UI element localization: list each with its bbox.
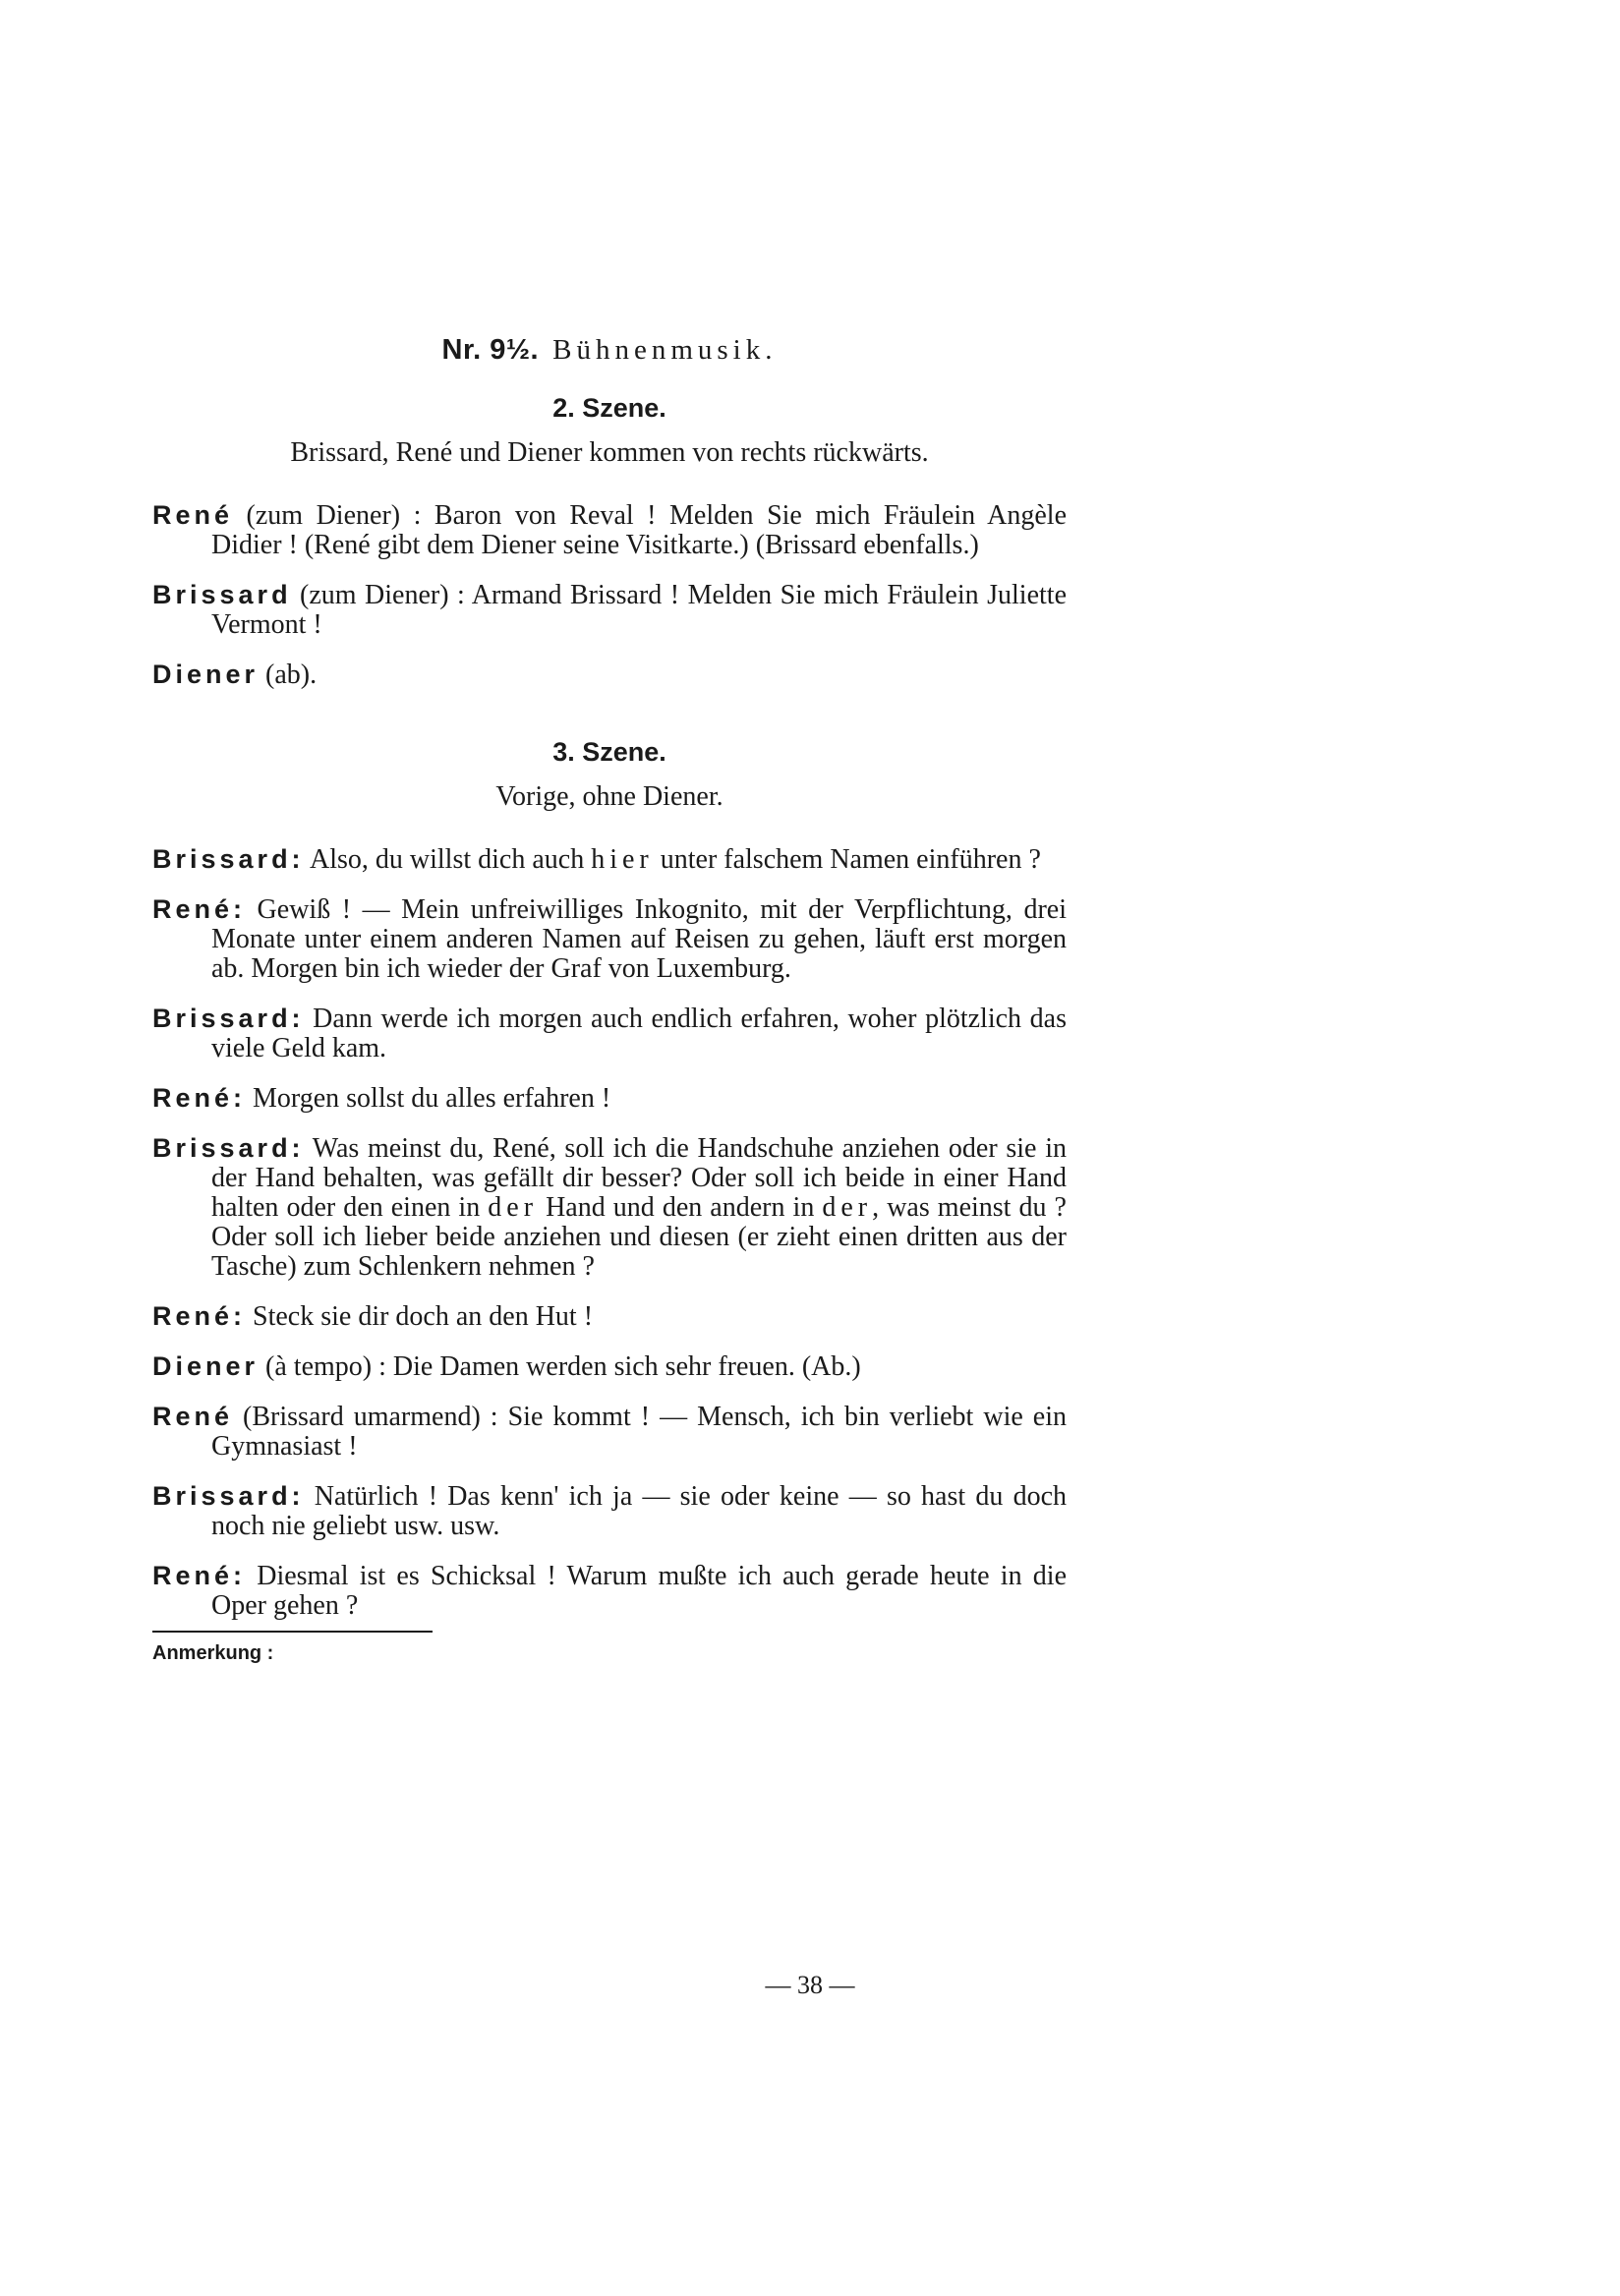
speaker-name: René: [152, 1301, 247, 1331]
speaker-name: René [152, 500, 234, 530]
emphasized-word: der [488, 1192, 539, 1223]
footnote-label: Anmerkung : [152, 1642, 274, 1664]
speech-text: Diesmal ist es Schicksal ! Warum mußte ich auch gerade heute in die Oper gehen ? [211, 1561, 1067, 1621]
speech-brissard-3 [152, 1004, 1067, 1063]
speech-brissard-2 [152, 844, 1067, 875]
speech-text: (à tempo) : Die Damen werden sich sehr freuen. (Ab.) [259, 1351, 861, 1382]
speech-rene-1 [152, 500, 1067, 560]
speech-diener-1 [152, 660, 1067, 690]
speech-text: Natürlich ! Das kenn' ich ja — sie oder keine — so hast du doch noch nie geliebt usw. usw. [211, 1481, 1067, 1541]
speaker-name: Brissard: [152, 1004, 305, 1033]
speaker-name: Brissard: [152, 844, 305, 874]
speech-text: (ab). [259, 660, 318, 690]
page-number: — 38 — [765, 1971, 855, 1999]
speech-brissard-4 [152, 1133, 1067, 1282]
speech-text: Gewiß ! — Mein unfreiwilliges Inkognito, mit der Verpflichtung, drei Monate unter einem anderen Namen auf Reisen zu gehen, läuft erst morgen ab. Morgen bin ich wieder der Graf von Luxemburg. [211, 894, 1067, 984]
speech-text: Steck sie dir doch an den Hut ! [246, 1301, 594, 1332]
speech-brissard-1 [152, 580, 1067, 640]
speaker-name: René: [152, 894, 247, 924]
emphasized-word: hier [591, 844, 654, 875]
speech-text: Morgen sollst du alles erfahren ! [246, 1083, 611, 1114]
speech-rene-2 [152, 894, 1067, 984]
speech-text: Dann werde ich morgen auch endlich erfahren, woher plötzlich das viele Geld kam. [211, 1004, 1067, 1063]
scene-3-direction: Vorige, ohne Diener. [495, 781, 723, 812]
speech-text: Was meinst du, René, soll ich die Handschuhe anziehen oder sie in der Hand behalten, was gefällt dir besser? Oder soll ich beide in einer Hand halten oder den einen in [211, 1133, 1067, 1223]
number-title: Bühnenmusik. [552, 334, 778, 366]
speech-text: Also, du willst dich auch [304, 844, 592, 875]
speaker-name: René: [152, 1083, 247, 1113]
speaker-name: Diener [152, 1351, 260, 1381]
speech-rene-5 [152, 1402, 1067, 1462]
speech-text: (zum Diener) : Armand Brissard ! Melden Sie mich Fräulein Juliette Vermont ! [211, 580, 1067, 640]
speaker-name: Brissard [152, 580, 292, 609]
number-heading [152, 334, 1067, 367]
speaker-name: René: [152, 1561, 247, 1590]
speech-text: (zum Diener) : Baron von Reval ! Melden Sie mich Fräulein Angèle Didier ! (René gibt dem Diener seine Visitkarte.) (Brissard ebenfalls.) [211, 500, 1067, 560]
speaker-name: Brissard: [152, 1481, 305, 1511]
speech-rene-6 [152, 1561, 1067, 1621]
emphasized-word: der [822, 1192, 873, 1223]
speech-brissard-5 [152, 1481, 1067, 1541]
number-label: Nr. 9½. [441, 334, 540, 366]
speech-text: unter falschem Namen einführen ? [653, 844, 1041, 875]
speaker-name: Brissard: [152, 1133, 305, 1163]
scene-2-heading: 2. Szene. [552, 393, 666, 423]
speaker-name: Diener [152, 660, 260, 689]
footnote-divider [152, 1631, 433, 1633]
speech-text: Hand und den andern in [538, 1192, 823, 1223]
scene-2-direction: Brissard, René und Diener kommen von rechts rückwärts. [290, 437, 929, 468]
page-content [152, 334, 1067, 1665]
speech-rene-3 [152, 1083, 1067, 1114]
speech-text: , was meinst du ? Oder soll ich lieber beide anziehen und diesen (er zieht einen dritten aus der Tasche) zum Schlenkern nehmen ? [211, 1192, 1067, 1282]
speech-text: (Brissard umarmend) : Sie kommt ! — Mensch, ich bin verliebt wie ein Gymnasiast ! [211, 1402, 1067, 1462]
speech-diener-2 [152, 1351, 1067, 1382]
speech-rene-4 [152, 1301, 1067, 1332]
speaker-name: René [152, 1402, 234, 1431]
scene-3-heading: 3. Szene. [552, 737, 666, 767]
